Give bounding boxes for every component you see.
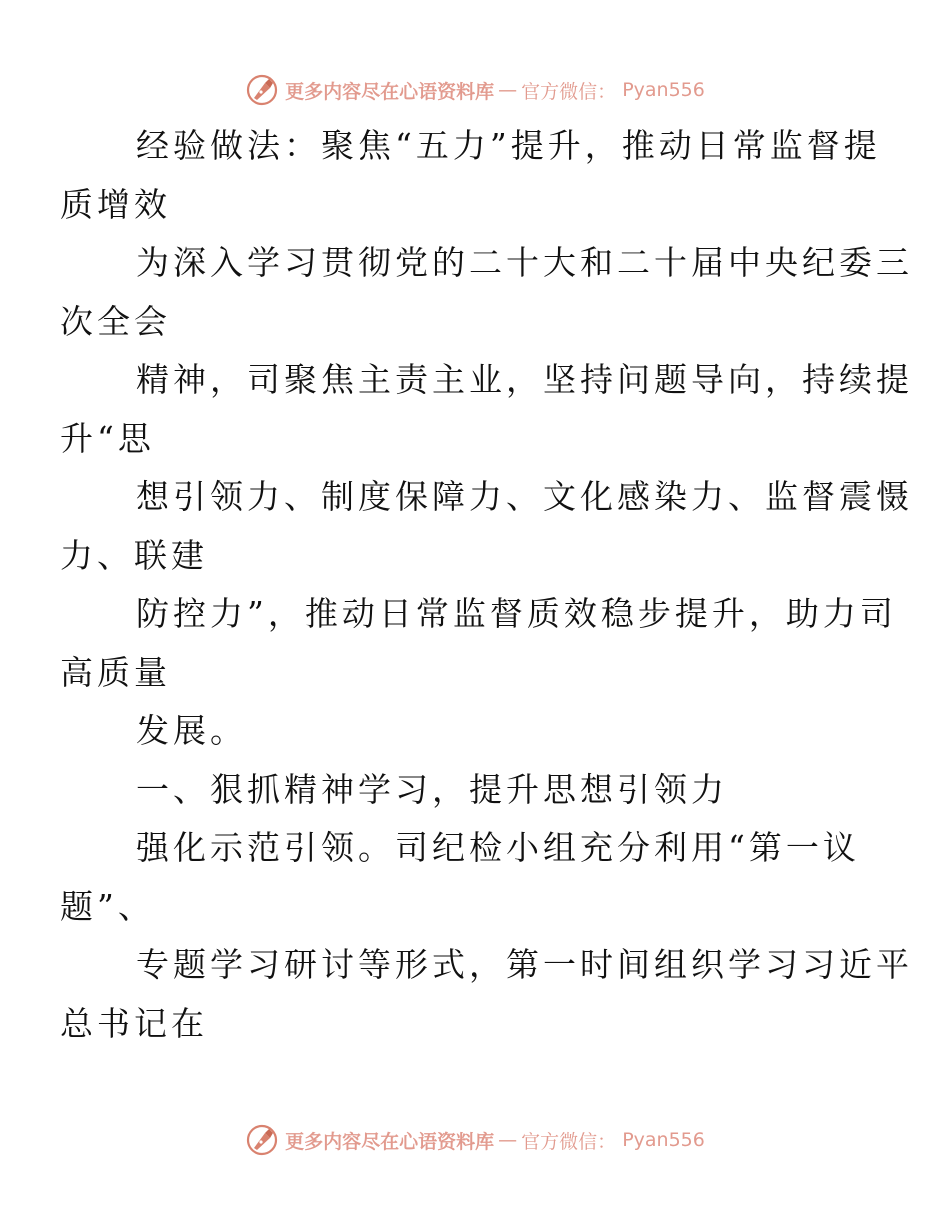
paragraph-line: 总书记在 xyxy=(60,1003,208,1043)
paragraph xyxy=(60,819,860,936)
watermark-wechat-label: 官方微信： xyxy=(521,80,617,103)
watermark-brand-text: 更多内容尽在心语资料库 xyxy=(285,80,495,103)
document-body xyxy=(60,117,913,1053)
paragraph xyxy=(60,117,881,234)
watermark-brand-text: 更多内容尽在心语资料库 xyxy=(285,1130,495,1153)
paragraph-line: 力、联建 xyxy=(60,535,208,575)
paragraph-line: 题”、 xyxy=(60,886,155,926)
paragraph-line: 质增效 xyxy=(60,184,171,224)
paragraph xyxy=(60,234,913,351)
section-heading-text: 一、狠抓精神学习，提升思想引领力 xyxy=(136,769,728,809)
paragraph xyxy=(98,702,858,761)
paragraph xyxy=(60,468,913,585)
pen-nib-logo-icon xyxy=(245,1123,279,1157)
paragraph-line: 防控力”，推动日常监督质效稳步提升，助力司 xyxy=(136,594,897,633)
paragraph-line: 专题学习研讨等形式，第一时间组织学习习近平 xyxy=(136,945,913,984)
watermark-dash: — xyxy=(498,79,518,101)
watermark-wechat-label: 官方微信： xyxy=(521,1130,617,1153)
paragraph-line: 为深入学习贯彻党的二十大和二十届中央纪委三 xyxy=(136,243,913,282)
watermark-dash: — xyxy=(498,1129,518,1151)
footer-watermark xyxy=(0,1120,950,1160)
watermark-wechat-id: Pyan556 xyxy=(622,1129,705,1151)
watermark-wechat-id: Pyan556 xyxy=(622,79,705,101)
paragraph-line: 发展。 xyxy=(136,711,247,750)
paragraph xyxy=(60,351,913,468)
pen-nib-logo-icon xyxy=(245,73,279,107)
paragraph-line: 经验做法：聚焦“五力”提升，推动日常监督提 xyxy=(136,126,881,165)
paragraph-line: 强化示范引领。司纪检小组充分利用“第一议 xyxy=(136,828,860,867)
paragraph-line: 次全会 xyxy=(60,301,171,341)
paragraph xyxy=(60,585,897,702)
paragraph-line: 精神，司聚焦主责主业，坚持问题导向，持续提 xyxy=(136,360,913,399)
paragraph-line: 想引领力、制度保障力、文化感染力、监督震慑 xyxy=(136,477,913,516)
paragraph-line: 升“思 xyxy=(60,418,155,458)
section-heading xyxy=(98,761,858,820)
paragraph-line: 高质量 xyxy=(60,652,171,692)
header-watermark xyxy=(0,70,950,110)
paragraph xyxy=(60,936,913,1053)
